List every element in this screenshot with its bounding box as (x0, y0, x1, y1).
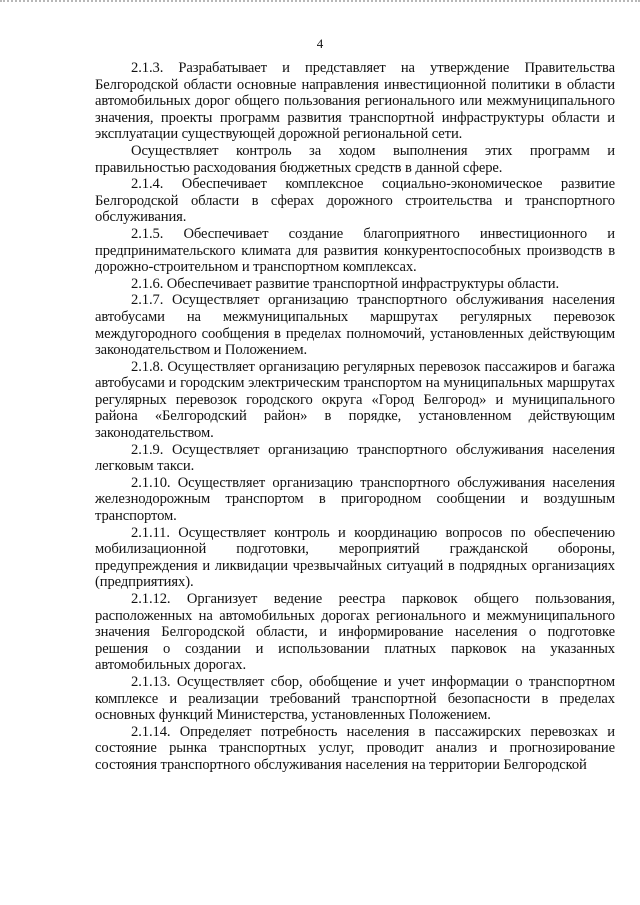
paragraph-2-1-10: 2.1.10. Осуществляет организацию транспортного обслуживания населения железнодорожным транспортом в пригородном сообщении и воздушным транспортом. (95, 474, 615, 525)
paragraph-2-1-8: 2.1.8. Осуществляет организацию регулярных перевозок пассажиров и багажа автобусами и городским электрическим транспортом на муниципальных маршрутах регулярных перевозок городского округа «Город Белгород» и муниципального района «Белгородский район» в порядке, установленном действующим законодательством. (95, 358, 615, 442)
paragraph-2-1-11: 2.1.11. Осуществляет контроль и координацию вопросов по обеспечению мобилизационной подготовки, мероприятий гражданской обороны, предупреждения и ликвидации чрезвычайных ситуаций в подрядных организациях (предприятиях). (95, 524, 615, 591)
paragraph-2-1-9: 2.1.9. Осуществляет организацию транспортного обслуживания населения легковым такси. (95, 441, 615, 475)
paragraph-2-1-13: 2.1.13. Осуществляет сбор, обобщение и учет информации о транспортном комплексе и реализации требований транспортной безопасности в пределах основных функций Министерства, установленных Положением. (95, 673, 615, 724)
paragraph-2-1-7: 2.1.7. Осуществляет организацию транспортного обслуживания населения автобусами на межмуниципальных маршрутах регулярных перевозок междугородного сообщения в пределах полномочий, установленных действующим законодательством и Положением. (95, 292, 615, 359)
paragraph-2-1-12: 2.1.12. Организует ведение реестра парковок общего пользования, расположенных на автомобильных дорогах регионального и межмуниципального значения Белгородской области, и информирование населения о подготовке решения о создании и использовании платных парковок на указанных автомобильных дорогах. (95, 591, 615, 674)
paragraph-2-1-6: 2.1.6. Обеспечивает развитие транспортной инфраструктуры области. (131, 275, 559, 292)
page-number: 4 (316, 36, 324, 51)
paragraph-control-programs: Осуществляет контроль за ходом выполнения этих программ и правильностью расходования бюджетных средств в данной сфере. (95, 142, 615, 176)
paragraph-2-1-3: 2.1.3. Разрабатывает и представляет на утверждение Правительства Белгородской области основные направления инвестиционной политики в области автомобильных дорог общего пользования регионального или межмуниципального значения, проекты программ развития транспортной инфраструктуры области и эксплуатации существующей дорожной региональной сети. (95, 60, 615, 143)
paragraph-2-1-14: 2.1.14. Определяет потребность населения в пассажирских перевозках и состояние рынка транспортных услуг, проводит анализ и прогнозирование состояния транспортного обслуживания населения на территории Белгородской (95, 723, 615, 773)
paragraph-2-1-5: 2.1.5. Обеспечивает создание благоприятного инвестиционного и предпринимательского климата для развития конкурентоспособных производств в дорожно-строительном и транспортном комплексах. (95, 225, 615, 276)
scan-top-edge (0, 0, 640, 7)
document-body (95, 60, 615, 774)
paragraph-2-1-4: 2.1.4. Обеспечивает комплексное социально-экономическое развитие Белгородской области в сферах дорожного строительства и транспортного обслуживания. (95, 176, 615, 226)
